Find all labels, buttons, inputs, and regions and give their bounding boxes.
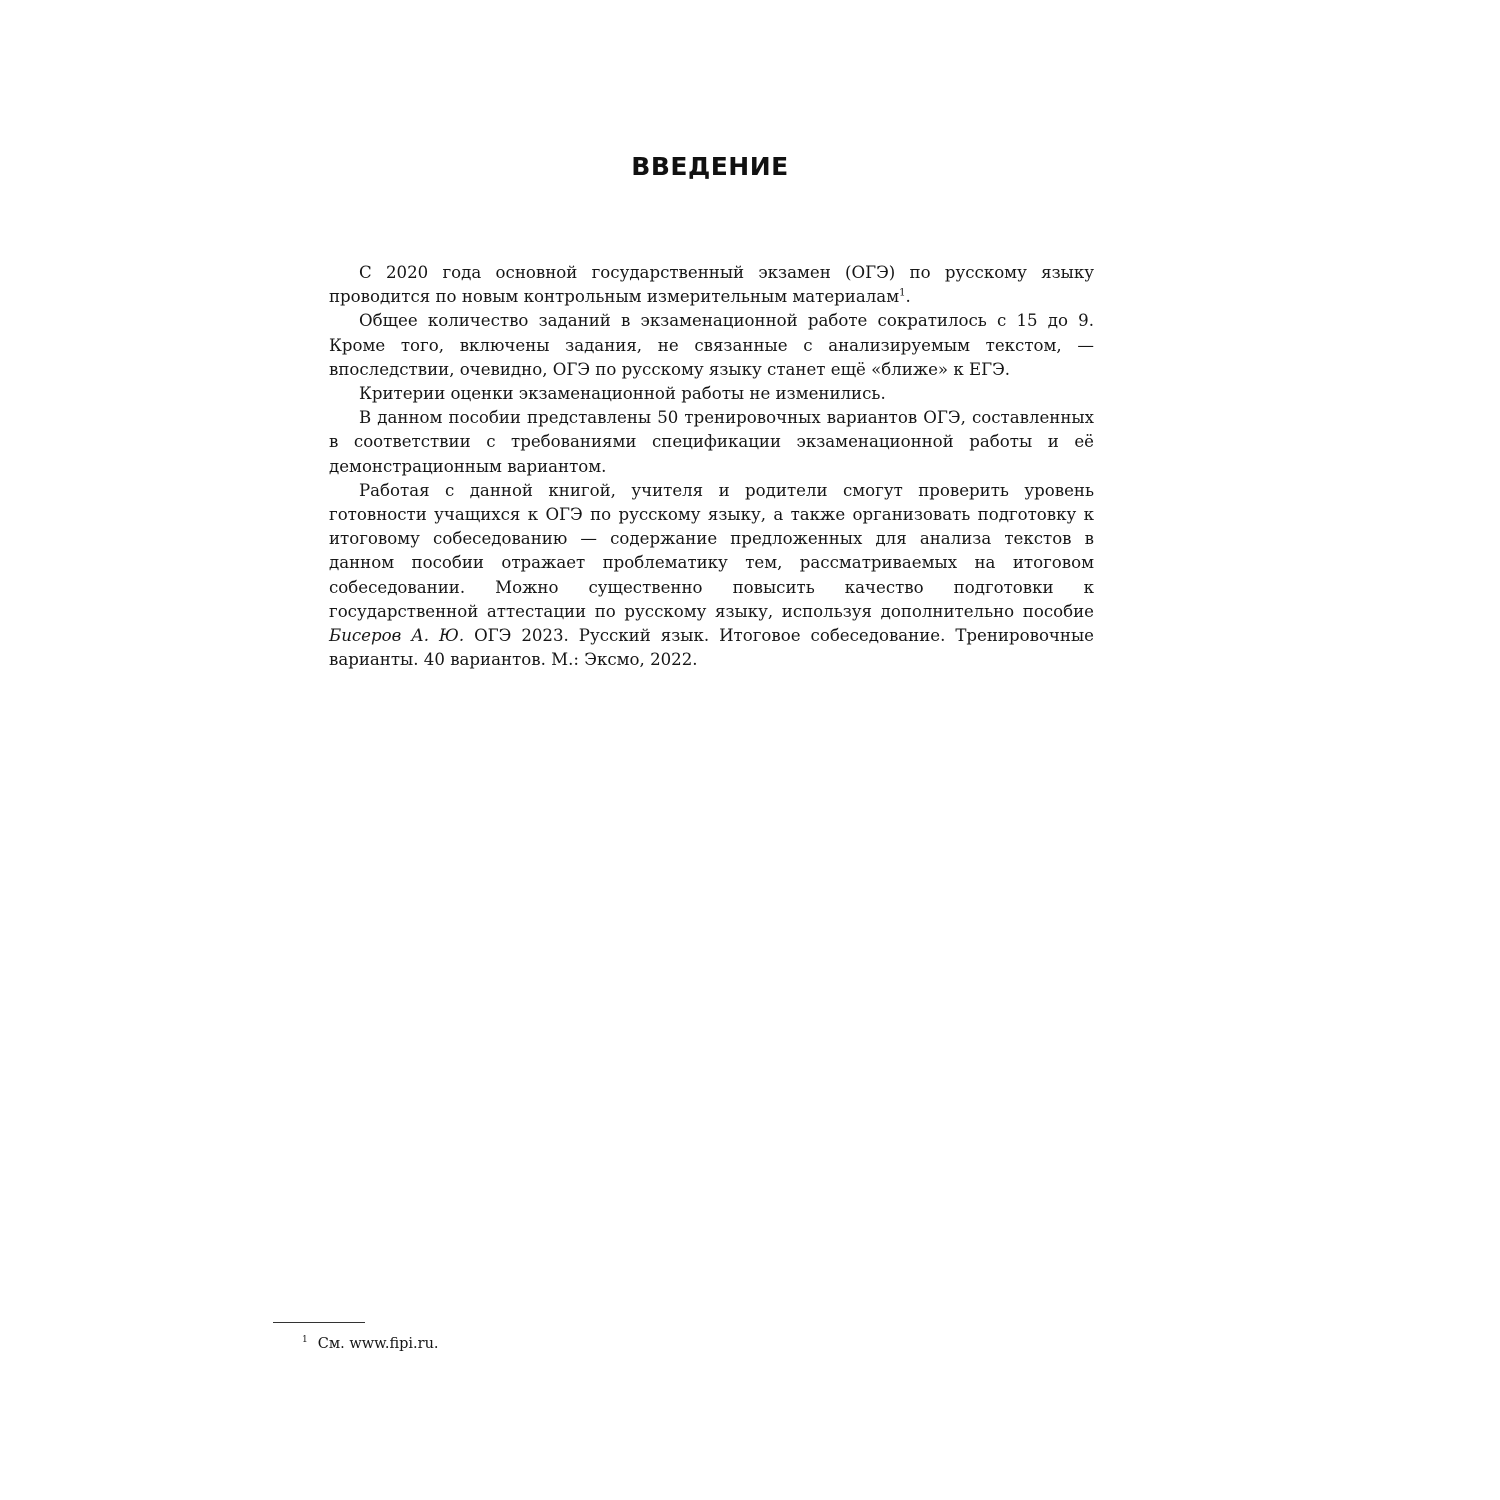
- paragraph-5-text: Работая с данной книгой, учителя и родители смогут проверить уровень готовности учащихся к ОГЭ по русскому языку, а также организовать подготовку к итоговому собеседованию — содержание предложенных для анализа текстов в данном пособии отражает проблематику тем, рассматриваемых на итоговом собеседовании. Можно существенно повысить качество подготовки к государственной аттестации по русскому языку, используя дополнительно пособие: [329, 480, 1094, 621]
- footnote-reference: 1: [899, 287, 906, 299]
- paragraph-1: [329, 261, 1094, 309]
- paragraph-4: В данном пособии представлены 50 тренировочных вариантов ОГЭ, составленных в соответствии с требованиями спецификации экзаменационной работы и её демонстрационным вариантом.: [329, 408, 1094, 476]
- footnote-marker: 1: [302, 1335, 308, 1345]
- footnote-divider: [273, 1322, 365, 1323]
- footnote: [302, 1330, 439, 1354]
- paragraph-3: Критерии оценки экзаменационной работы не изменились.: [359, 384, 886, 404]
- paragraph-5-end: ОГЭ 2023. Русский язык. Итоговое собеседование. Тренировочные варианты. 40 вариантов. М.: Эксмо, 2022.: [329, 626, 1094, 670]
- paragraph-1-end: .: [905, 287, 911, 307]
- page-title: ВВЕДЕНИЕ: [631, 152, 789, 181]
- paragraph-2: Общее количество заданий в экзаменационной работе сократилось с 15 до 9. Кроме того, включены задания, не связанные с анализируемым текстом, — впоследствии, очевидно, ОГЭ по русскому языку станет ещё «ближе» к ЕГЭ.: [329, 311, 1094, 379]
- paragraph-5: [329, 479, 1094, 673]
- footnote-text: См. www.fipi.ru.: [317, 1335, 439, 1352]
- paragraph-1-text: С 2020 года основной государственный экзамен (ОГЭ) по русскому языку проводится по новым контрольным измерительным материалам: [329, 263, 1094, 307]
- book-author: Бисеров А. Ю.: [329, 626, 465, 646]
- introduction-body: [329, 261, 1094, 672]
